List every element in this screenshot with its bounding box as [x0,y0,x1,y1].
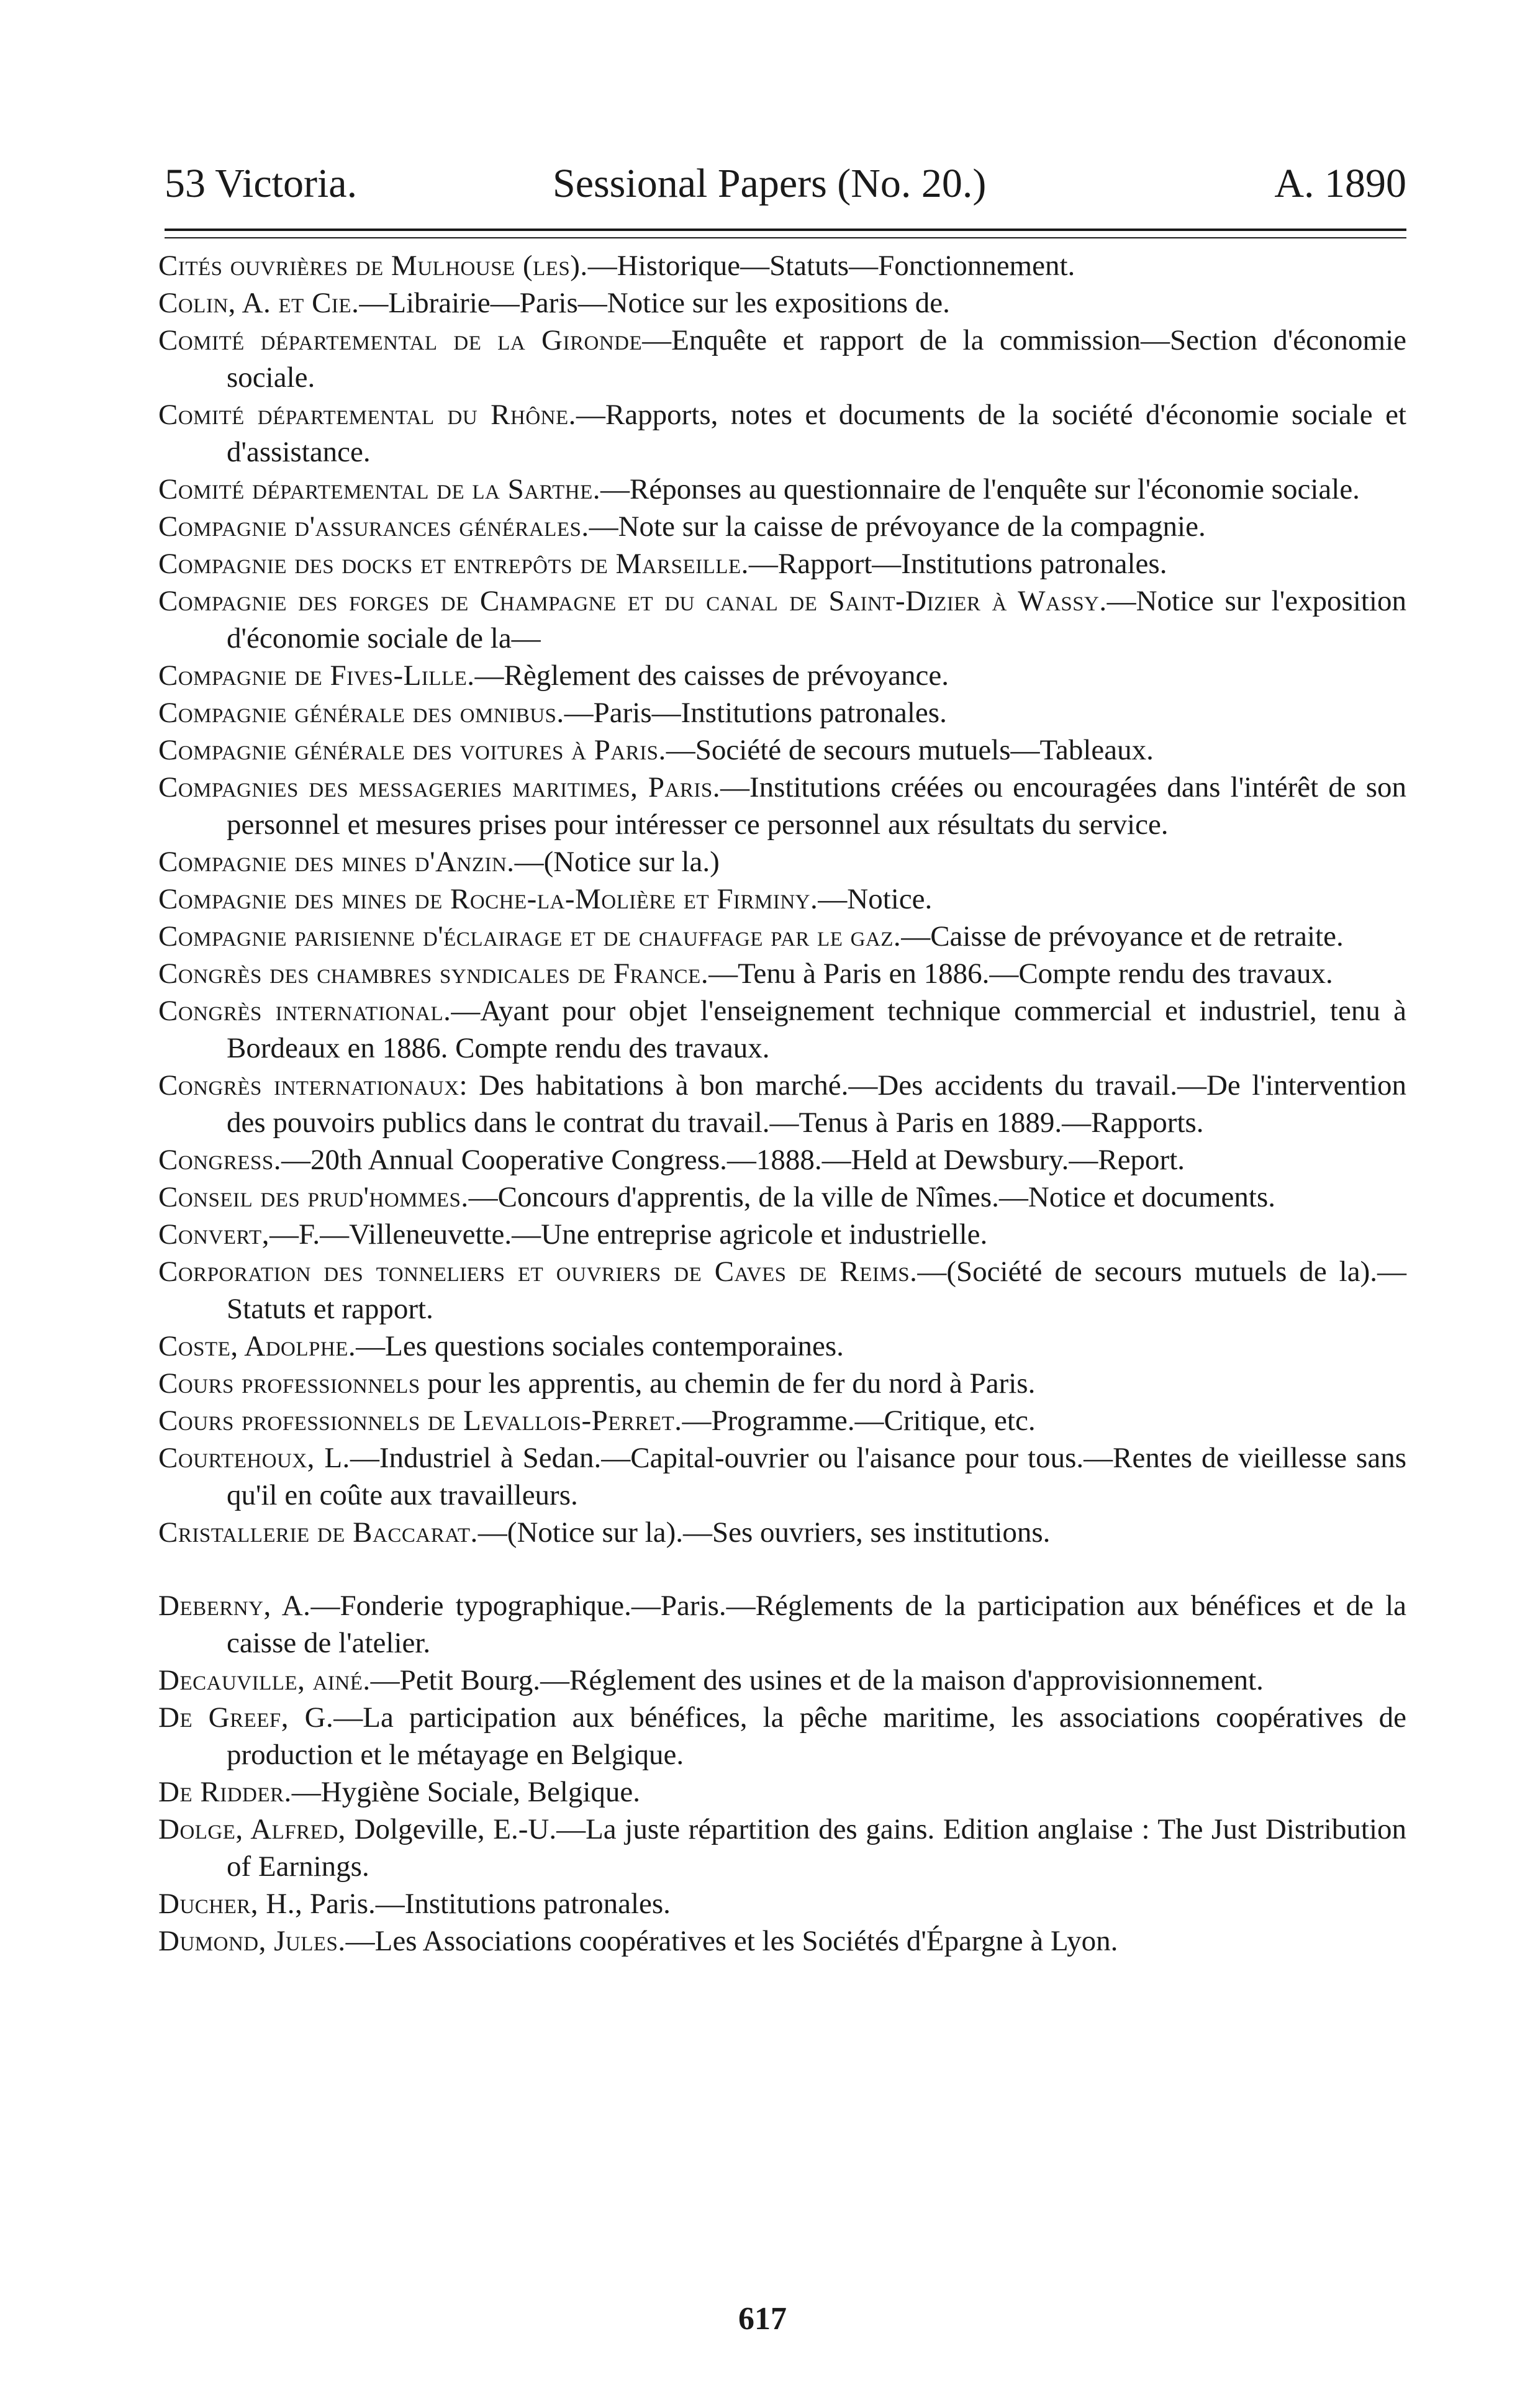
entries-letter-d [158,1587,1406,1960]
entry-text: —Ayant pour objet l'enseignement technique commercial et industriel, tenu à Bordeaux en 1886. Compte rendu des travaux. [227,995,1406,1064]
entry-name: Courtehoux, L. [158,1442,350,1474]
entry-text: —(Notice sur la).—Ses ouvriers, ses institutions. [477,1516,1051,1549]
entry-name: Compagnies des messageries maritimes, Paris. [158,771,720,803]
entry-text: —Paris—Institutions patronales. [564,697,947,729]
entry-name: Compagnie d'assurances générales. [158,510,589,543]
entry-name: Comité départemental de la Sarthe. [158,473,601,505]
index-entry [158,1216,1406,1253]
index-entries [158,247,1406,1960]
entry-name: Congrès des chambres syndicales de France. [158,957,709,990]
index-entry [158,471,1406,508]
index-entry [158,731,1406,769]
entry-name: Coste, Adolphe. [158,1330,356,1362]
entry-text: —(Notice sur la.) [514,846,720,878]
header-rule-thick [165,229,1406,231]
index-entry [158,1067,1406,1141]
index-entry [158,769,1406,843]
entry-name: Comité départemental de la Gironde [158,324,643,356]
entry-name: De Greef, G. [158,1701,334,1734]
entry-name: Compagnie des mines de Roche-la-Molière et Firminy. [158,883,818,915]
index-entry [158,396,1406,471]
entry-text: —Librairie—Paris—Notice sur les expositions de. [359,287,950,319]
index-entry [158,284,1406,322]
entry-text: —Les Associations coopératives et les Sociétés d'Épargne à Lyon. [345,1925,1118,1957]
entry-name: Compagnie des mines d'Anzin. [158,846,515,878]
entry-text: —La participation aux bénéfices, la pêche maritime, les associations coopératives de production et le métayage en Belgique. [227,1701,1406,1771]
index-entry [158,992,1406,1067]
entry-text: —Rapport—Institutions patronales. [748,548,1167,580]
index-entry [158,1514,1406,1551]
entry-name: Cristallerie de Baccarat. [158,1516,478,1549]
entry-name: Cités ouvrières de Mulhouse (les). [158,250,588,282]
entry-text: —F.—Villeneuvette.—Une entreprise agricole et industrielle. [269,1218,988,1251]
entry-text: —Société de secours mutuels—Tableaux. [666,734,1154,766]
entry-text: —Note sur la caisse de prévoyance de la compagnie. [589,510,1206,543]
entry-text: —Enquête et rapport de la commission—Section d'économie sociale. [227,324,1406,394]
entry-name: Convert, [158,1218,269,1251]
entry-text: —Industriel à Sedan.—Capital-ouvrier ou l'aisance pour tous.—Rentes de vieillesse sans qu'il en coûte aux travailleurs. [227,1442,1406,1511]
index-entry [158,1699,1406,1773]
index-entry [158,1402,1406,1439]
index-entry [158,1439,1406,1514]
entry-name: Compagnie parisienne d'éclairage et de chauffage par le gaz. [158,920,902,953]
index-entry [158,1922,1406,1960]
index-entry [158,1773,1406,1811]
index-entry [158,955,1406,992]
entry-text: Paris.—Institutions patronales. [302,1888,671,1920]
entry-name: Dumond, Jules. [158,1925,346,1957]
index-entry [158,1811,1406,1885]
index-entry [158,1662,1406,1699]
running-header [165,160,1406,216]
index-entry [158,1253,1406,1328]
entry-name: Cours professionnels [158,1367,420,1400]
index-entry [158,582,1406,657]
page-number: 617 [738,2301,787,2337]
entry-text: : Des habitations à bon marché.—Des accidents du travail.—De l'intervention des pouvoirs publics dans le contrat du travail.—Tenus à Paris en 1889.—Rapports. [227,1069,1406,1139]
index-entry [158,694,1406,731]
index-entry [158,1587,1406,1662]
index-entry [158,1179,1406,1216]
index-entry [158,918,1406,955]
index-entry [158,1885,1406,1922]
entry-name: Corporation des tonneliers et ouvriers de Caves de Reims. [158,1256,918,1288]
index-entry [158,880,1406,918]
index-entry [158,247,1406,284]
entry-name: Decauville, ainé. [158,1664,371,1696]
header-rule-thin [165,237,1406,238]
entry-text: —Fonderie typographique.—Paris.—Réglements de la participation aux bénéfices et de la caisse de l'atelier. [227,1590,1406,1659]
index-entry [158,1141,1406,1179]
index-entry [158,1328,1406,1365]
header-session: 53 Victoria. [165,161,358,206]
entry-text: —Notice sur l'exposition d'économie sociale de la— [227,585,1406,654]
entry-text: —Réponses au questionnaire de l'enquête sur l'économie sociale. [600,473,1360,505]
entry-text: —Tenu à Paris en 1886.—Compte rendu des travaux. [708,957,1333,990]
entry-name: Deberny, A. [158,1590,311,1622]
index-entry [158,1365,1406,1402]
entry-text: —Règlement des caisses de prévoyance. [474,659,949,692]
entry-name: Conseil des prud'hommes. [158,1181,469,1213]
index-entry [158,545,1406,582]
entries-letter-c [158,247,1406,1551]
entry-name: Compagnie générale des voitures à Paris. [158,734,666,766]
entry-text: —Notice. [818,883,933,915]
entry-name: Dolge, Alfred, [158,1813,346,1845]
entry-name: Compagnie des docks et entrepôts de Marseille. [158,548,749,580]
index-entry [158,322,1406,396]
entry-name: Compagnie générale des omnibus. [158,697,564,729]
entry-text: —Rapports, notes et documents de la société d'économie sociale et d'assistance. [227,399,1406,468]
entry-name: Congrès international. [158,995,451,1027]
entry-text: —Institutions créées ou encouragées dans l'intérêt de son personnel et mesures prises pour intéresser ce personnel aux résultats du service. [227,771,1407,841]
entry-name: Compagnie de Fives-Lille. [158,659,475,692]
entry-name: Colin, A. et Cie. [158,287,360,319]
entry-name: Cours professionnels de Levallois-Perret. [158,1405,682,1437]
entry-text: —Hygiène Sociale, Belgique. [291,1776,641,1808]
header-title: Sessional Papers (No. 20.) [553,161,987,206]
entry-text: —Petit Bourg.—Réglement des usines et de la maison d'approvisionnement. [370,1664,1264,1696]
entry-text: —Historique—Statuts—Fonctionnement. [587,250,1075,282]
entry-name: Ducher, H., [158,1888,303,1920]
section-gap [158,1551,1406,1587]
entry-text: pour les apprentis, au chemin de fer du nord à Paris. [420,1367,1036,1400]
entry-name: Congrès internationaux [158,1069,459,1102]
entry-name: Comité départemental du Rhône. [158,399,576,431]
entry-text: —Programme.—Critique, etc. [682,1405,1036,1437]
entry-name: Compagnie des forges de Champagne et du canal de Saint-Dizier à Wassy. [158,585,1107,617]
index-entry [158,657,1406,694]
entry-name: De Ridder. [158,1776,292,1808]
index-entry [158,843,1406,880]
entry-text: —20th Annual Cooperative Congress.—1888.—Held at Dewsbury.—Report. [281,1144,1185,1176]
header-year: A. 1890 [1274,161,1406,206]
entry-text: —Les questions sociales contemporaines. [356,1330,844,1362]
entry-text: Dolgeville, E.-U.—La juste répartition des gains. Edition anglaise : The Just Distribution of Earnings. [227,1813,1406,1883]
entry-text: —Caisse de prévoyance et de retraite. [901,920,1344,953]
index-entry [158,508,1406,545]
entry-text: —(Société de secours mutuels de la).—Statuts et rapport. [227,1256,1407,1325]
entry-name: Congress. [158,1144,281,1176]
entry-text: —Concours d'apprentis, de la ville de Nîmes.—Notice et documents. [468,1181,1275,1213]
